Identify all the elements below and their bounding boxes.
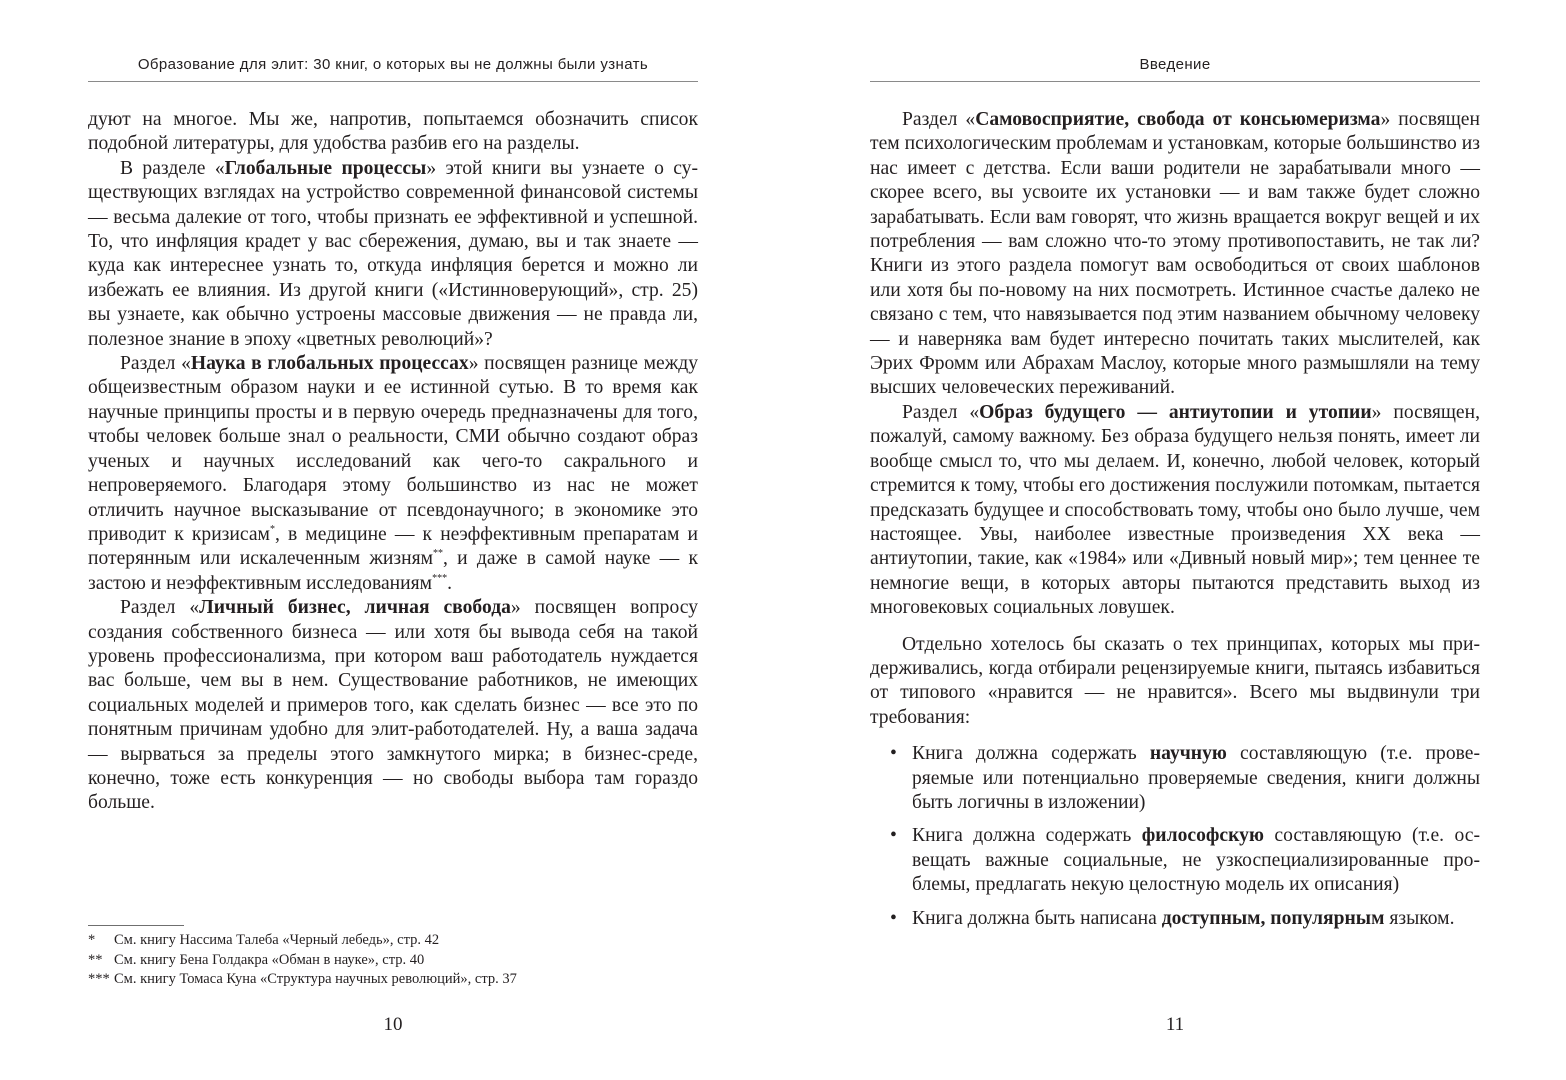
paragraph [870, 108, 1480, 401]
footnote-mark: *** [88, 971, 110, 987]
bullet-icon: • [890, 907, 897, 929]
footnote [88, 951, 698, 971]
bullet-icon: • [890, 743, 897, 765]
footnotes [88, 931, 698, 990]
text-run: В разделе « [120, 157, 225, 179]
section-title-bold: Глобальные процессы [224, 157, 427, 179]
page-number-right: 11 [1165, 1014, 1185, 1035]
section-title-bold: Личный бизнес, личная свобода [199, 597, 511, 619]
text-run: » посвящен тем психологическим проблемам и установкам, которые большинство из нас имеет с детства. Если ваши родители не зарабатывали много — скорее всего, вы усвоите их установки — и вам также будет сложно зарабатывать. Если вам говорят, что жизнь вращается вокруг вещей и их потребления — вам сложно что-то этому противопоставить, не так ли? Книги из этого раздела помогут вам освободиться от своих шаблонов или хотя бы по-новому на них посмотреть. Истинное счастье далеко не связано с тем, что навязывается под этим названием обычному человеку — и наверняка вам будет интересно почитать таких мыслителей, как Эрих Фромм или Абрахам Маслоу, которые много размышляли на тему высших человеческих переживаний. [870, 109, 1480, 399]
footnote-mark: ** [88, 951, 103, 968]
text-run: , в медицине — к неэффективным препаратам и потерянным или искалеченным жизням [88, 523, 698, 570]
footnote-text: См. книгу Томаса Куна «Структура научных революций», стр. 37 [114, 971, 517, 987]
footnote-text: См. книгу Бена Голдакра «Обман в науке», стр. 40 [114, 951, 425, 968]
list-item [870, 742, 1480, 815]
text-run: составляющую (т.е. проверяемые или потенциально проверяемые сведения, книги должны быть логичны в изложении) [912, 743, 1480, 813]
paragraph [870, 633, 1480, 731]
text-run: Раздел « [120, 597, 200, 619]
footnote-mark: * [88, 932, 96, 948]
footnote [88, 970, 698, 990]
section-title-bold: Образ будущего — антиутопии и утопии [979, 401, 1372, 423]
text-run: Книга должна содержать [912, 743, 1150, 765]
text-run: Раздел « [902, 401, 980, 423]
footnote [88, 931, 698, 951]
list-item [870, 824, 1480, 897]
paragraph [88, 596, 698, 816]
right-page-body [870, 108, 1480, 940]
section-title-bold: Наука в глобальных процессах [190, 353, 469, 375]
text-run: » посвящен вопросу создания собственного бизнеса — или хотя бы вывода себя на такой уровень профессионализма, при котором ваш работодатель нуждается вас больше, чем вы в нем. Существование работников, не имеющих социальных моделей и примеров того, как сделать бизнес — все это по понятным причинам удобно для элит-работодателей. Ну, а ваша задача — вырваться за пределы этого замкнутого мирка; в бизнес-среде, конечно, тоже есть конкуренция — но свободы выбора там гораздо больше. [88, 597, 699, 814]
emphasis-bold: философскую [1141, 825, 1264, 847]
footnote-ref: * [269, 523, 275, 535]
text-run: Раздел « [120, 353, 191, 375]
running-head-left: Образование для элит: 30 книг, о которых вы не должны были узнать [88, 56, 698, 82]
text-run: Раздел « [902, 109, 976, 130]
left-page [88, 0, 698, 1080]
text-run: , и даже в самой науке — к застою и неэффективным исследованиям [88, 548, 698, 594]
page-number-left: 10 [383, 1014, 403, 1035]
emphasis-bold: научную [1149, 743, 1227, 765]
text-run: . [447, 572, 452, 594]
requirements-list [870, 742, 1480, 931]
list-item [870, 907, 1480, 931]
text-run: языком. [1384, 907, 1455, 929]
text-run: дуют на многое. Мы же, напротив, попытаемся обозначить список подобной литературы, для удобства разбив его на разделы. [88, 109, 698, 155]
footnote-ref: *** [432, 572, 448, 584]
paragraph [88, 157, 698, 352]
paragraph [88, 352, 698, 596]
text-run: Отдельно хотелось бы сказать о тех принципах, которых мы придерживались, когда отбирали рецензируемые книги, пытаясь избавиться от типового «нравится — не нравится». Всего мы выдвинули три требования: [870, 633, 1480, 728]
running-head-right: Введение [870, 56, 1480, 82]
text-run: » этой книги вы узнаете о существующих взглядах на устройство современной финансовой системы — весьма далекие от того, чтобы признать ее эффективной и успешной. То, что инфляция крадет у вас сбережения, думаю, вы и так знаете — куда как интереснее узнать то, откуда инфляция берется и можно ли избежать ее влияния. Из другой книги («Истинноверующий», стр. 25) вы узнаете, как обычно устроены массовые движения — не правда ли, полезное знание в эпоху «цветных революций»? [88, 157, 698, 350]
paragraph [88, 108, 698, 157]
right-page [870, 0, 1480, 1080]
footnote-divider [88, 925, 184, 926]
text-run: » посвящен разнице между общеизвестным образом науки и ее истинной сутью. В то время как научные принципы просты и в первую очередь предназначены для того, чтобы человек больше знал о реальности, СМИ обычно создают образ ученых и научных исследований как чего-то сакрального и непроверяемого. Благодаря этому большинство из нас не может отличить научное высказывание от псевдонаучного; в экономике это приводит к кризисам [88, 353, 698, 545]
text-run: Книга должна содержать [912, 825, 1142, 847]
section-title-bold: Самовосприятие, свобода от консьюмеризма [975, 109, 1381, 130]
paragraph [870, 401, 1480, 621]
footnote-text: См. книгу Нассима Талеба «Черный лебедь», стр. 42 [114, 932, 440, 948]
emphasis-bold: доступным, популярным [1161, 907, 1385, 929]
text-run: » посвящен, пожалуй, самому важному. Без образа будущего нельзя понять, имеет ли вообще смысл то, что мы делаем. И, конечно, любой человек, который стремится к тому, чтобы его достижения послужили потомкам, пытается предсказать будущее и способствовать тому, чтобы оно было лучше, чем настоящее. Увы, наиболее известные произведения XX века — антиутопии, такие, как «1984» или «Дивный новый мир»; тем ценнее те немногие вещи, в которых авторы пытаются представить выход из многовековых социальных ловушек. [870, 401, 1480, 619]
text-run: составляющую (т.е. освещать важные социальные, не узкоспециализированные проблемы, предлагать некую целостную модель их описания) [912, 825, 1481, 896]
left-page-body [88, 108, 698, 816]
text-run: Книга должна быть написана [912, 907, 1162, 929]
footnote-ref: ** [433, 548, 444, 560]
bullet-icon: • [890, 825, 897, 847]
